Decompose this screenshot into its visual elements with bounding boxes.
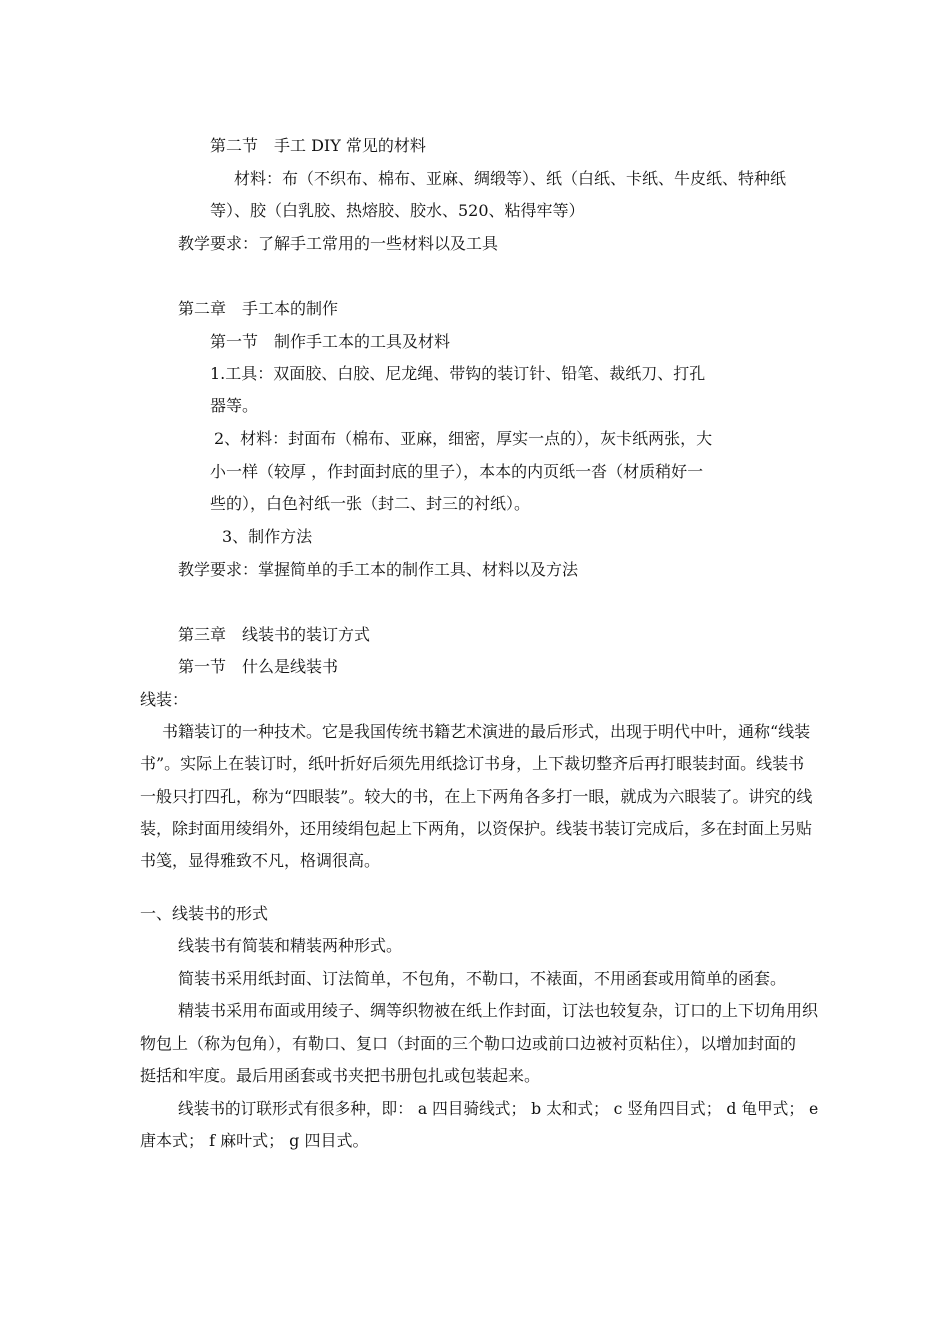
section-heading: 第一节 什么是线装书 — [178, 657, 339, 676]
materials-line: 等）、胶（白乳胶、热熔胶、胶水、520、粘得牢等） — [210, 201, 585, 220]
method-line: 3、制作方法 — [222, 527, 313, 546]
section-heading: 第一节 制作手工本的工具及材料 — [210, 332, 451, 351]
paragraph-line: 书籍装订的一种技术。它是我国传统书籍艺术演进的最后形式，出现于明代中叶，通称“线装 — [162, 722, 811, 741]
chapter-heading: 第二章 手工本的制作 — [178, 299, 339, 318]
paragraph-line: 线装书有简装和精装两种形式。 — [178, 936, 403, 955]
chapter-heading: 第三章 线装书的装订方式 — [178, 625, 371, 644]
paragraph-line: 装，除封面用绫绢外，还用绫绢包起上下两角，以资保护。线装书装订完成后，多在封面上另贴 — [140, 819, 813, 838]
materials-line: 小一样（较厚 ，作封面封底的里子），本本的内页纸一沓（材质稍好一 — [210, 462, 704, 481]
paragraph-line: 挺括和牢度。最后用函套或书夹把书册包扎或包装起来。 — [140, 1066, 541, 1085]
paragraph-line: 简装书采用纸封面、订法简单，不包角，不勒口，不裱面，不用函套或用简单的函套。 — [178, 969, 787, 988]
paragraph-line: 书笺，显得雅致不凡，格调很高。 — [140, 851, 381, 870]
subsection-heading: 一、线装书的形式 — [140, 904, 269, 923]
tools-line: 器等。 — [210, 396, 259, 415]
term-label: 线装： — [140, 690, 189, 709]
paragraph-line: 线装书的订联形式有很多种，即： a 四目骑线式； b 太和式； c 竖角四目式； d 龟甲式； e — [178, 1099, 819, 1118]
teaching-requirement: 教学要求：掌握简单的手工本的制作工具、材料以及方法 — [178, 560, 579, 579]
paragraph-line: 精装书采用布面或用绫子、绸等织物被在纸上作封面，订法也较复杂，订口的上下切角用织 — [178, 1001, 819, 1020]
teaching-requirement: 教学要求：了解手工常用的一些材料以及工具 — [178, 234, 499, 253]
paragraph-line: 书”。实际上在装订时，纸叶折好后须先用纸捻订书身，上下裁切整齐后再打眼装封面。线装书 — [140, 754, 805, 773]
materials-line: 材料：布（不织布、棉布、亚麻、绸缎等）、纸（白纸、卡纸、牛皮纸、特种纸 — [234, 169, 787, 188]
paragraph-line: 一般只打四孔，称为“四眼装”。较大的书，在上下两角各多打一眼，就成为六眼装了。讲究的线 — [140, 787, 813, 806]
section-heading: 第二节 手工 DIY 常见的材料 — [210, 136, 426, 155]
paragraph-line: 物包上（称为包角），有勒口、复口（封面的三个勒口边或前口边被衬页粘住），以增加封面的 — [140, 1034, 797, 1053]
paragraph-line: 唐本式； f 麻叶式； g 四目式。 — [140, 1131, 369, 1150]
materials-line: 些的），白色衬纸一张（封二、封三的衬纸）。 — [210, 494, 531, 513]
materials-line: 2、材料：封面布（棉布、亚麻，细密，厚实一点的），灰卡纸两张，大 — [214, 429, 713, 448]
tools-line: 1.工具：双面胶、白胶、尼龙绳、带钩的装订针、铅笔、裁纸刀、打孔 — [210, 364, 706, 383]
